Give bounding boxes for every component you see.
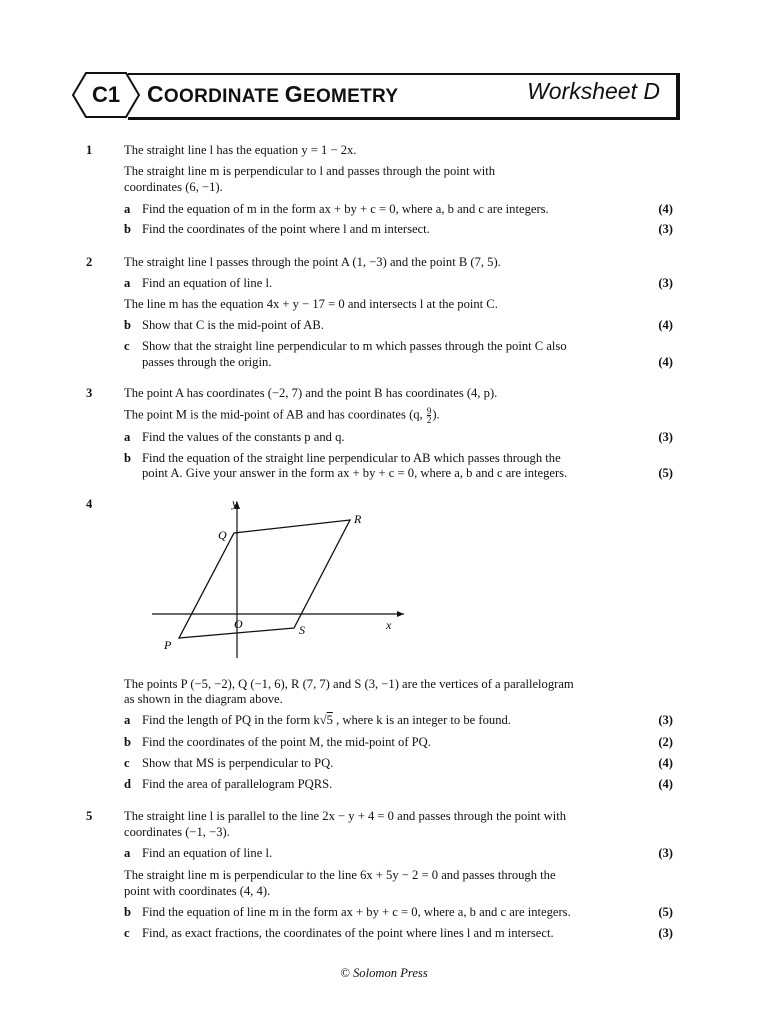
question-text: The line m has the equation 4x + y − 17 = 0 and intersects l at the point C.: [124, 297, 498, 311]
marks: (4): [658, 318, 673, 332]
part-label: c: [124, 926, 130, 940]
part-label: a: [124, 846, 131, 860]
part-text: passes through the origin.: [142, 355, 272, 369]
marks: (4): [658, 777, 673, 791]
marks: (4): [658, 355, 673, 369]
page-footer: © Solomon Press: [340, 966, 428, 980]
part-text: Find the coordinates of the point where l and m intersect.: [142, 222, 430, 236]
x-axis-arrow-icon: [397, 611, 404, 617]
marks: (5): [658, 905, 673, 919]
part-label: a: [124, 276, 131, 290]
y-axis-label: y: [232, 496, 238, 510]
unit-code: C1: [91, 82, 121, 107]
part-label: a: [124, 430, 131, 444]
question-text: as shown in the diagram above.: [124, 692, 283, 706]
part-text: Find the values of the constants p and q.: [142, 430, 345, 444]
fraction: $\frac{9}{2}$: [426, 406, 432, 425]
x-axis-label: x: [386, 618, 392, 632]
marks: (2): [658, 735, 673, 749]
part-label: b: [124, 318, 132, 332]
vertex-label-p: P: [164, 638, 172, 652]
question-text: coordinates (−1, −3).: [124, 825, 230, 839]
question-text: The straight line m is perpendicular to the line 6x + 5y − 2 = 0 and passes through the: [124, 868, 556, 882]
part-text: Find an equation of line l.: [142, 846, 273, 860]
part-text: Find the equation of line m in the form ax + by + c = 0, where a, b and c are integers.: [142, 905, 571, 919]
part-label: b: [124, 222, 132, 236]
part-text: Find the length of PQ in the form k√5 , where k is an integer to be found.: [142, 713, 511, 727]
part-text: Find, as exact fractions, the coordinates of the point where lines l and m intersect.: [142, 926, 554, 940]
part-label: b: [124, 905, 132, 919]
part-text: point A. Give your answer in the form ax + by + c = 0, where a, b and c are integers.: [142, 466, 568, 480]
worksheet-label: Worksheet D: [527, 78, 660, 104]
question-text: The straight line l is parallel to the line 2x − y + 4 = 0 and passes through the point with: [124, 809, 567, 823]
part-text: Find an equation of line l.: [142, 276, 273, 290]
part-label: c: [124, 756, 130, 770]
question-text: The straight line m is perpendicular to l and passes through the point with: [124, 164, 496, 178]
part-label: a: [124, 202, 131, 216]
question-number: 2: [86, 255, 93, 269]
part-text: Show that C is the mid-point of AB.: [142, 318, 324, 332]
question-text: The point A has coordinates (−2, 7) and the point B has coordinates (4, p).: [124, 386, 498, 400]
question-text: coordinates (6, −1).: [124, 180, 223, 194]
part-text: Show that the straight line perpendicular to m which passes through the point C also: [142, 339, 567, 353]
question-number: 4: [86, 497, 93, 511]
question-number: 5: [86, 809, 93, 823]
parallelogram-diagram: [148, 492, 408, 662]
vertex-label-s: S: [299, 623, 305, 637]
question-number: 3: [86, 386, 93, 400]
vertex-label-r: R: [354, 512, 362, 526]
marks: (4): [658, 756, 673, 770]
part-text: Find the area of parallelogram PQRS.: [142, 777, 333, 791]
marks: (3): [658, 846, 673, 860]
marks: (3): [658, 222, 673, 236]
question-text: The point M is the mid-point of AB and has coordinates (q, $\frac{9}{2}$ ).: [124, 406, 440, 425]
part-text: Find the equation of the straight line perpendicular to AB which passes through the: [142, 451, 561, 465]
part-text: Find the equation of m in the form ax + by + c = 0, where a, b and c are integers.: [142, 202, 549, 216]
part-text: Show that MS is perpendicular to PQ.: [142, 756, 334, 770]
marks: (3): [658, 713, 673, 727]
question-text: The points P (−5, −2), Q (−1, 6), R (7, 7) and S (3, −1) are the vertices of a parallelogram: [124, 677, 574, 691]
part-label: a: [124, 713, 131, 727]
part-label: b: [124, 735, 132, 749]
marks: (3): [658, 926, 673, 940]
marks: (5): [658, 466, 673, 480]
part-text: Find the coordinates of the point M, the mid-point of PQ.: [142, 735, 431, 749]
parallelogram-pqrs: [179, 520, 350, 638]
marks: (4): [658, 202, 673, 216]
vertex-label-q: Q: [218, 528, 227, 542]
page-title: COORDINATE GEOMETRY: [147, 81, 399, 107]
question-text: The straight line l has the equation y = 1 − 2x.: [124, 143, 357, 157]
question-number: 1: [86, 143, 93, 157]
marks: (3): [658, 430, 673, 444]
worksheet-header: [72, 72, 678, 118]
origin-label: O: [234, 617, 243, 631]
part-label: b: [124, 451, 132, 465]
question-text: point with coordinates (4, 4).: [124, 884, 271, 898]
marks: (3): [658, 276, 673, 290]
part-label: c: [124, 339, 130, 353]
question-text: The straight line l passes through the point A (1, −3) and the point B (7, 5).: [124, 255, 501, 269]
part-label: d: [124, 777, 132, 791]
sqrt-icon: √: [319, 713, 327, 727]
